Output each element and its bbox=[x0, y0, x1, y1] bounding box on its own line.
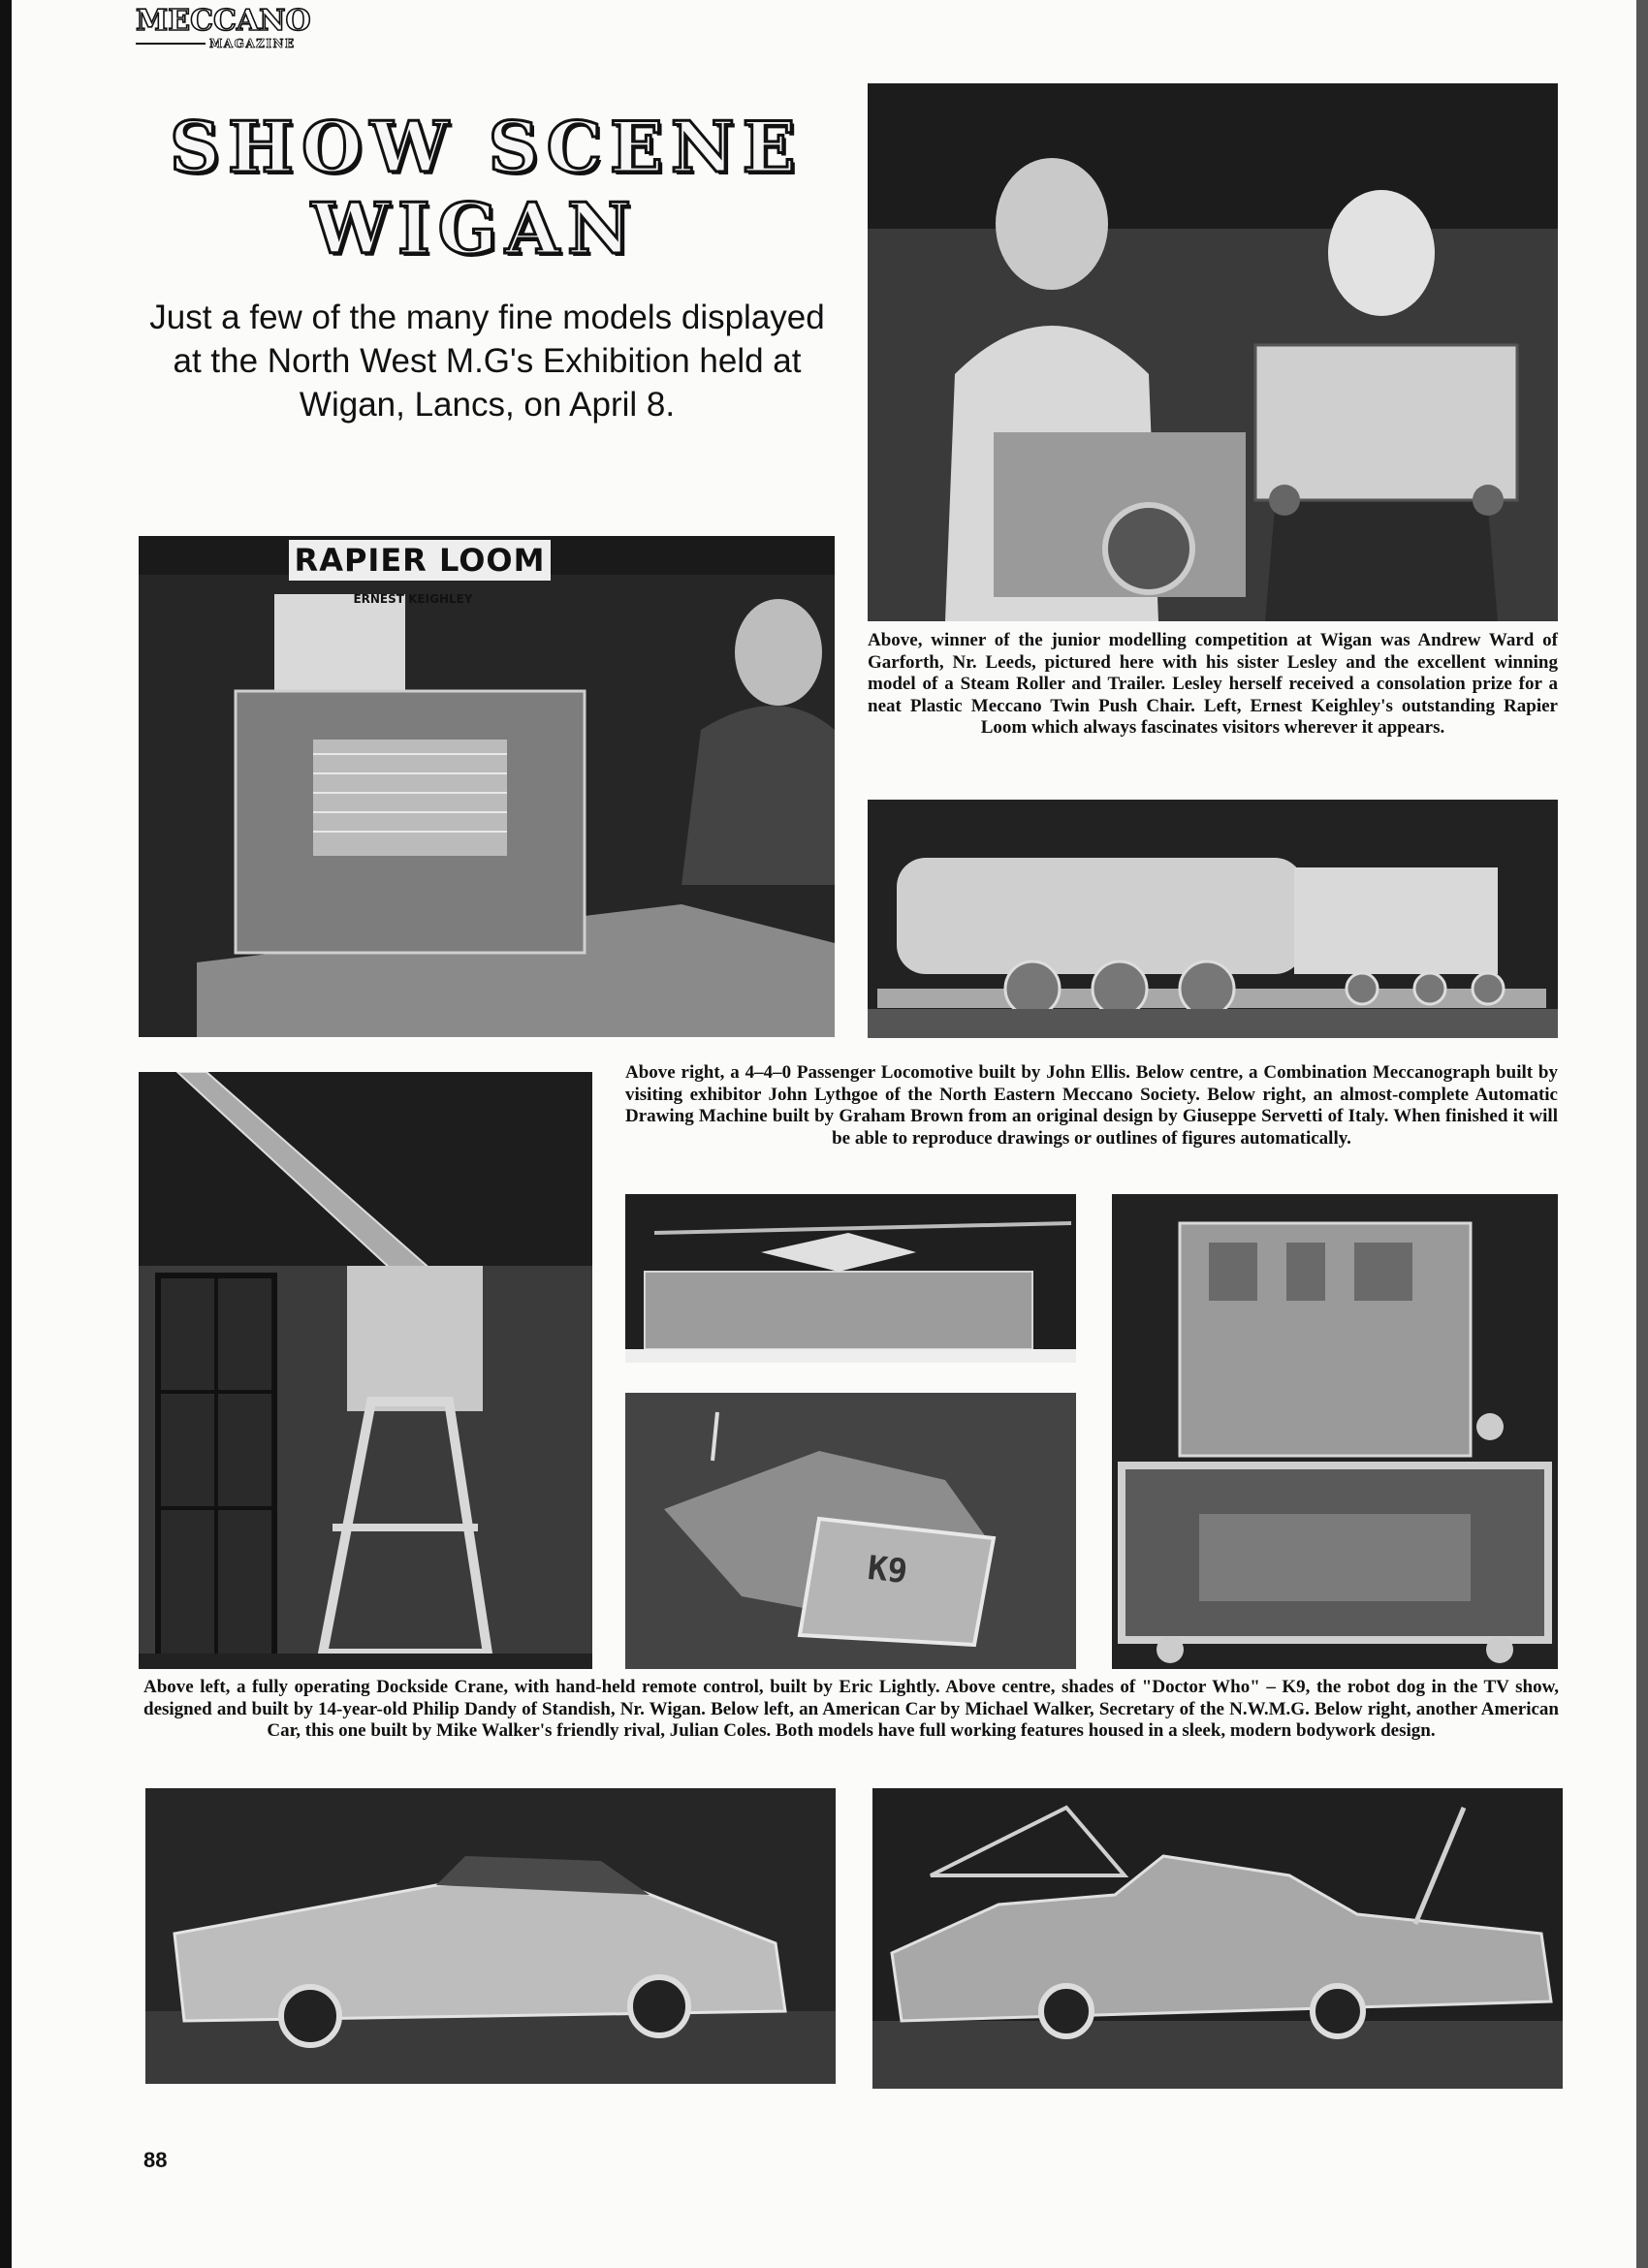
intro-text: Just a few of the many fine models displayed at the North West M.G's Exhibition held at Wigan, Lancs, on April 8. bbox=[149, 299, 825, 424]
caption-junior-winners: Above, winner of the junior modelling competition at Wigan was Andrew Ward of Garforth, Nr. Leeds, pictured here with his sister Lesley and the excellent winning model of a Steam Roller and Trailer. Lesley herself received a consolation prize for a neat Plastic Meccano Twin Push Chair. Left, Ernest Keighley's outstanding Rapier Loom which always fascinates visitors wherever it appears. bbox=[868, 630, 1558, 738]
masthead-sub: MAGAZINE bbox=[209, 37, 296, 50]
photo-automatic-drawing-machine bbox=[1112, 1194, 1558, 1669]
photo-rapier-loom bbox=[139, 536, 835, 1037]
photo-dockside-crane bbox=[139, 1072, 592, 1669]
photo-american-car-coles bbox=[872, 1788, 1563, 2089]
page-edge-right bbox=[1636, 0, 1648, 2268]
photo-junior-winners bbox=[868, 83, 1558, 621]
photo-locomotive bbox=[868, 800, 1558, 1038]
page-edge-shadow bbox=[0, 0, 12, 2268]
title-line-2: WIGAN bbox=[311, 187, 639, 269]
caption-locomotive-meccanograph: Above right, a 4–4–0 Passenger Locomotive built by John Ellis. Below centre, a Combination Meccanograph built by visiting exhibitor John Lythgoe of the North Eastern Meccano Society. Below right, an almost-complete Automatic Drawing Machine built by Graham Brown from an original design by Giuseppe Servetti of Italy. When finished it will be able to reproduce drawings or outlines of figures automatically. bbox=[625, 1062, 1558, 1149]
rapier-loom-plate: ERNEST KEIGHLEY bbox=[353, 592, 473, 606]
photo-meccanograph bbox=[625, 1194, 1076, 1363]
title-line-1: SHOW SCENE bbox=[170, 106, 804, 188]
page-number: 88 bbox=[143, 2148, 168, 2172]
caption-crane-k9-cars: Above left, a fully operating Dockside Crane, with hand-held remote control, built by Eric Lightly. Above centre, shades of "Doctor Who" – K9, the robot dog in the TV show, designed and built by 14-year-old Philip Dandy of Standish, Nr. Wigan. Below left, an American Car by Michael Walker, Secretary of the N.W.M.G. Below right, another American Car, this one built by Mike Walker's friendly rival, Julian Coles. Both models have full working features housed in a sleek, modern bodywork design. bbox=[143, 1677, 1559, 1741]
rapier-loom-sign: RAPIER LOOM bbox=[289, 540, 551, 581]
masthead-brand: MECCANO bbox=[136, 4, 311, 38]
k9-label: K9 bbox=[866, 1548, 910, 1591]
masthead-logo bbox=[136, 6, 330, 50]
masthead-rule bbox=[136, 43, 206, 45]
photo-american-car-walker bbox=[145, 1788, 836, 2084]
photo-k9-robot-dog bbox=[625, 1393, 1076, 1669]
